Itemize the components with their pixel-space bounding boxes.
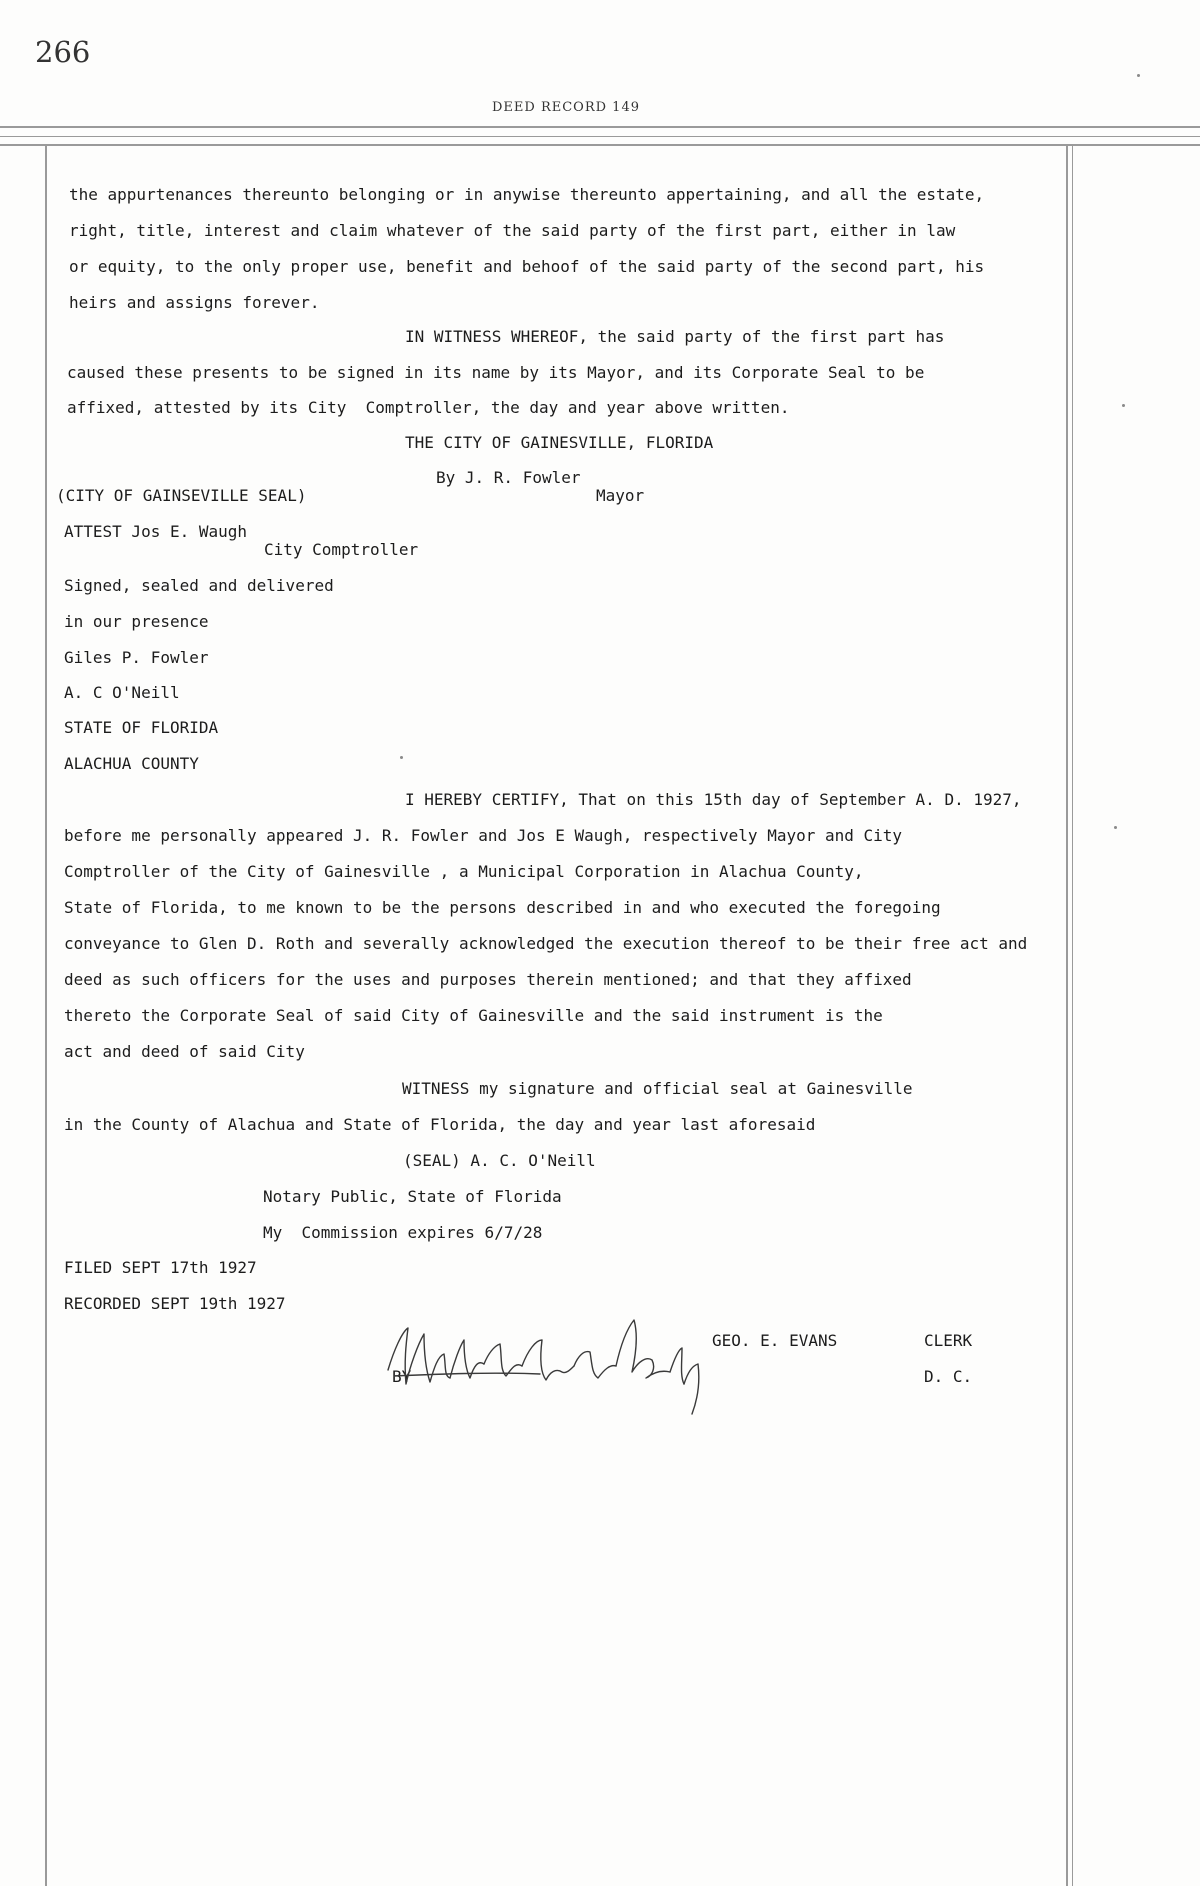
witness-heading: IN WITNESS WHEREOF, the said party of the first part has	[405, 327, 945, 346]
clerk-title: CLERK	[924, 1331, 973, 1350]
cert-line-7: thereto the Corporate Seal of said City of Gainesville and the said instrument is the	[64, 1006, 883, 1025]
witness-place-line: in the County of Alachua and State of Florida, the day and year last aforesaid	[64, 1115, 816, 1134]
scan-speck	[1122, 404, 1125, 407]
scan-speck	[1137, 74, 1140, 77]
recorded-date: RECORDED SEPT 19th 1927	[64, 1294, 286, 1313]
filed-date: FILED SEPT 17th 1927	[64, 1258, 257, 1277]
cert-line-8: act and deed of said City	[64, 1042, 305, 1061]
page-number: 266	[35, 35, 91, 69]
certify-heading: I HEREBY CERTIFY, That on this 15th day of September A. D. 1927,	[405, 790, 1022, 809]
deed-line-1: the appurtenances thereunto belonging or in anywise thereunto appertaining, and all the estate,	[69, 185, 985, 204]
by-label: BY	[392, 1367, 412, 1386]
witness-2: A. C O'Neill	[64, 683, 180, 702]
deputy-clerk-label: D. C.	[924, 1367, 973, 1386]
deed-line-2: right, title, interest and claim whatever of the said party of the first part, either in law	[69, 221, 956, 240]
city-seal-label: (CITY OF GAINSEVILLE SEAL)	[56, 486, 307, 505]
header-rule-bottom	[0, 144, 1200, 146]
comptroller-title: City Comptroller	[264, 540, 419, 559]
right-margin-rule-2	[1072, 146, 1073, 1886]
scan-speck	[400, 756, 403, 759]
cert-line-4: State of Florida, to me known to be the persons described in and who executed the foregoing	[64, 898, 941, 917]
scan-speck	[1114, 826, 1117, 829]
left-margin-rule	[45, 146, 47, 1886]
witness-hand-line: WITNESS my signature and official seal at Gainesville	[402, 1079, 913, 1098]
record-title: DEED RECORD 149	[492, 100, 640, 115]
deed-line-4: heirs and assigns forever.	[69, 293, 320, 312]
cert-line-5: conveyance to Glen D. Roth and severally acknowledged the execution thereof to be their free act and	[64, 934, 1028, 953]
state-line: STATE OF FLORIDA	[64, 718, 219, 737]
presence-line: in our presence	[64, 612, 209, 631]
mayor-signature: By J. R. Fowler	[436, 468, 581, 487]
notary-title: Notary Public, State of Florida	[263, 1187, 562, 1206]
signed-sealed-line: Signed, sealed and delivered	[64, 576, 334, 595]
cert-line-6: deed as such officers for the uses and purposes therein mentioned; and that they affixed	[64, 970, 912, 989]
deed-line-6: caused these presents to be signed in its name by its Mayor, and its Corporate Seal to be	[67, 363, 925, 382]
county-line: ALACHUA COUNTY	[64, 754, 199, 773]
commission-expiry: My Commission expires 6/7/28	[263, 1223, 543, 1242]
cert-line-3: Comptroller of the City of Gainesville , a Municipal Corporation in Alachua County,	[64, 862, 864, 881]
deed-line-3: or equity, to the only proper use, benefit and behoof of the said party of the second part, his	[69, 257, 985, 276]
grantor-name: THE CITY OF GAINESVILLE, FLORIDA	[405, 433, 714, 452]
deed-line-7: affixed, attested by its City Comptroller, the day and year above written.	[67, 398, 790, 417]
cert-line-2: before me personally appeared J. R. Fowler and Jos E Waugh, respectively Mayor and City	[64, 826, 903, 845]
header-rule-middle	[0, 136, 1200, 137]
attest-line: ATTEST Jos E. Waugh	[64, 522, 248, 541]
right-margin-rule-1	[1066, 146, 1068, 1886]
header-rule-top	[0, 126, 1200, 128]
mayor-title: Mayor	[596, 486, 645, 505]
clerk-name: GEO. E. EVANS	[712, 1331, 838, 1350]
notary-seal-line: (SEAL) A. C. O'Neill	[403, 1151, 596, 1170]
deputy-clerk-signature	[380, 1310, 730, 1425]
witness-1: Giles P. Fowler	[64, 648, 209, 667]
